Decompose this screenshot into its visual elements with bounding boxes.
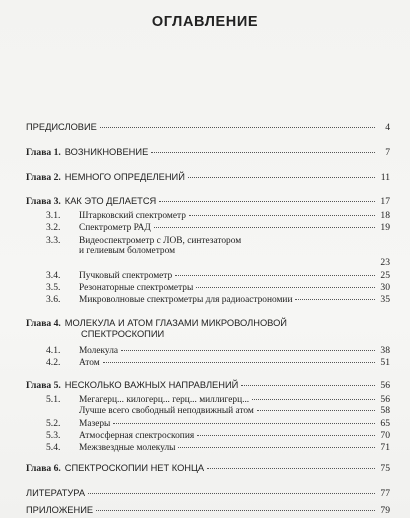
- section-number: 5.3.: [46, 430, 61, 441]
- section-number: 3.5.: [46, 282, 61, 293]
- toc-entry-5-1: [26, 394, 390, 416]
- entry-title: ПРЕДИСЛОВИЕ: [26, 122, 97, 132]
- dot-leader: [175, 275, 375, 276]
- entry-page: 11: [380, 172, 390, 183]
- entry-page: 70: [380, 430, 390, 441]
- entry-page: 30: [380, 282, 390, 293]
- entry-title: Атом: [79, 358, 100, 368]
- page-title: ОГЛАВЛЕНИЕ: [151, 14, 259, 30]
- section-number: 4.2.: [46, 357, 61, 368]
- dot-leader: [113, 423, 375, 424]
- dot-leader: [159, 201, 375, 202]
- dot-leader: [121, 350, 375, 351]
- entry-page: 75: [380, 463, 390, 474]
- toc-entry-3-5: [26, 282, 390, 293]
- entry-title-continued: СПЕКТРОСКОПИИ: [81, 329, 165, 339]
- entry-page: 71: [380, 442, 390, 453]
- chapter-label: Глава 4.: [26, 318, 61, 329]
- entry-page: 4: [385, 122, 390, 133]
- entry-title: Штарковский спектрометр: [79, 211, 186, 221]
- section-number: 5.2.: [46, 418, 61, 429]
- dot-leader: [188, 177, 375, 178]
- entry-title: Видеоспектрометр с ЛОВ, синтезатором: [79, 236, 242, 246]
- dot-leader: [207, 468, 375, 469]
- entry-title: Микроволновые спектрометры для радиоастрономии: [79, 295, 293, 305]
- section-number: 3.2.: [46, 222, 61, 233]
- entry-title: МОЛЕКУЛА И АТОМ ГЛАЗАМИ МИКРОВОЛНОВОЙ: [64, 318, 287, 328]
- section-number: 5.1.: [46, 394, 61, 405]
- section-number: 3.1.: [46, 210, 61, 221]
- section-number: 5.4.: [46, 442, 61, 453]
- chapter-label: Глава 1.: [26, 147, 61, 158]
- chapter-label: Глава 5.: [26, 380, 61, 391]
- toc-entry-4-1: [26, 345, 390, 356]
- entry-page: 7: [385, 147, 390, 158]
- toc-entry-appendix: [26, 505, 390, 516]
- entry-title: НЕСКОЛЬКО ВАЖНЫХ НАПРАВЛЕНИЙ: [64, 380, 239, 390]
- dot-leader: [178, 447, 375, 448]
- entry-title: Пучковый спектрометр: [79, 271, 173, 281]
- toc-entry-3-2: [26, 222, 390, 233]
- entry-title-continued: и гелиевым болометром: [79, 246, 176, 256]
- entry-title: Мазеры: [79, 419, 111, 429]
- entry-page: 65: [380, 418, 390, 429]
- dot-leader: [151, 152, 375, 153]
- dot-leader: [196, 287, 375, 288]
- toc-entry-3-3: [26, 235, 390, 268]
- entry-page: 23: [380, 257, 390, 268]
- toc-entry-chapter-1: [26, 147, 390, 158]
- dot-leader: [252, 399, 375, 400]
- toc-entry-preface: [26, 122, 390, 133]
- entry-page: 51: [380, 357, 390, 368]
- dot-leader: [96, 510, 375, 511]
- toc-entry-4-2: [26, 357, 390, 368]
- dot-leader: [241, 385, 375, 386]
- section-number: 3.6.: [46, 294, 61, 305]
- toc-entry-bibliography: [26, 488, 390, 499]
- chapter-label: Глава 3.: [26, 196, 61, 207]
- entry-page: 17: [380, 196, 390, 207]
- dot-leader: [103, 362, 375, 363]
- entry-page: 77: [380, 488, 390, 499]
- entry-page: 35: [380, 294, 390, 305]
- entry-title: ЛИТЕРАТУРА: [26, 488, 86, 498]
- toc-entry-chapter-4: [26, 318, 390, 340]
- entry-title: Резонаторные спектрометры: [79, 283, 194, 293]
- entry-title: Молекула: [79, 346, 119, 356]
- entry-title: Межзвездные молекулы: [79, 443, 176, 453]
- dot-leader: [197, 435, 375, 436]
- entry-page: 79: [380, 505, 390, 516]
- entry-title: ПРИЛОЖЕНИЕ: [26, 505, 94, 515]
- section-number: 4.1.: [46, 345, 61, 356]
- entry-title: НЕМНОГО ОПРЕДЕЛЕНИЙ: [64, 172, 185, 182]
- entry-page-continued: 58: [380, 405, 390, 416]
- dot-leader: [88, 493, 375, 494]
- entry-page: 19: [380, 222, 390, 233]
- toc-entry-3-6: [26, 294, 390, 305]
- section-number: 3.3.: [46, 235, 61, 246]
- chapter-label: Глава 2.: [26, 172, 61, 183]
- entry-title-continued: Лучше всего свободный неподвижный атом: [79, 406, 254, 416]
- toc-entry-chapter-2: [26, 172, 390, 183]
- dot-leader: [189, 215, 375, 216]
- entry-title: Мегагерц... килогерц... герц... миллигерц...: [79, 395, 250, 405]
- toc-entry-chapter-3: [26, 196, 390, 207]
- toc-entry-chapter-6: [26, 463, 390, 474]
- entry-title: ВОЗНИКНОВЕНИЕ: [64, 147, 149, 157]
- entry-page: 56: [380, 380, 390, 391]
- dot-leader: [100, 127, 375, 128]
- entry-page: 38: [380, 345, 390, 356]
- entry-page: 18: [380, 210, 390, 221]
- entry-title: Спектрометр РАД: [79, 223, 151, 233]
- toc-entry-5-2: [26, 418, 390, 429]
- entry-page: 56: [380, 394, 390, 405]
- section-number: 3.4.: [46, 270, 61, 281]
- dot-leader: [154, 227, 375, 228]
- toc-entry-chapter-5: [26, 380, 390, 391]
- entry-title: Атмосферная спектроскопия: [79, 431, 195, 441]
- toc-entry-3-1: [26, 210, 390, 221]
- entry-title: СПЕКТРОСКОПИИ НЕТ КОНЦА: [64, 463, 205, 473]
- entry-title: КАК ЭТО ДЕЛАЕТСЯ: [64, 196, 157, 206]
- chapter-label: Глава 6.: [26, 463, 61, 474]
- toc-entry-5-4: [26, 442, 390, 453]
- dot-leader: [257, 410, 375, 411]
- dot-leader: [295, 299, 375, 300]
- entry-page: 25: [380, 270, 390, 281]
- toc-entry-3-4: [26, 270, 390, 281]
- toc-entry-5-3: [26, 430, 390, 441]
